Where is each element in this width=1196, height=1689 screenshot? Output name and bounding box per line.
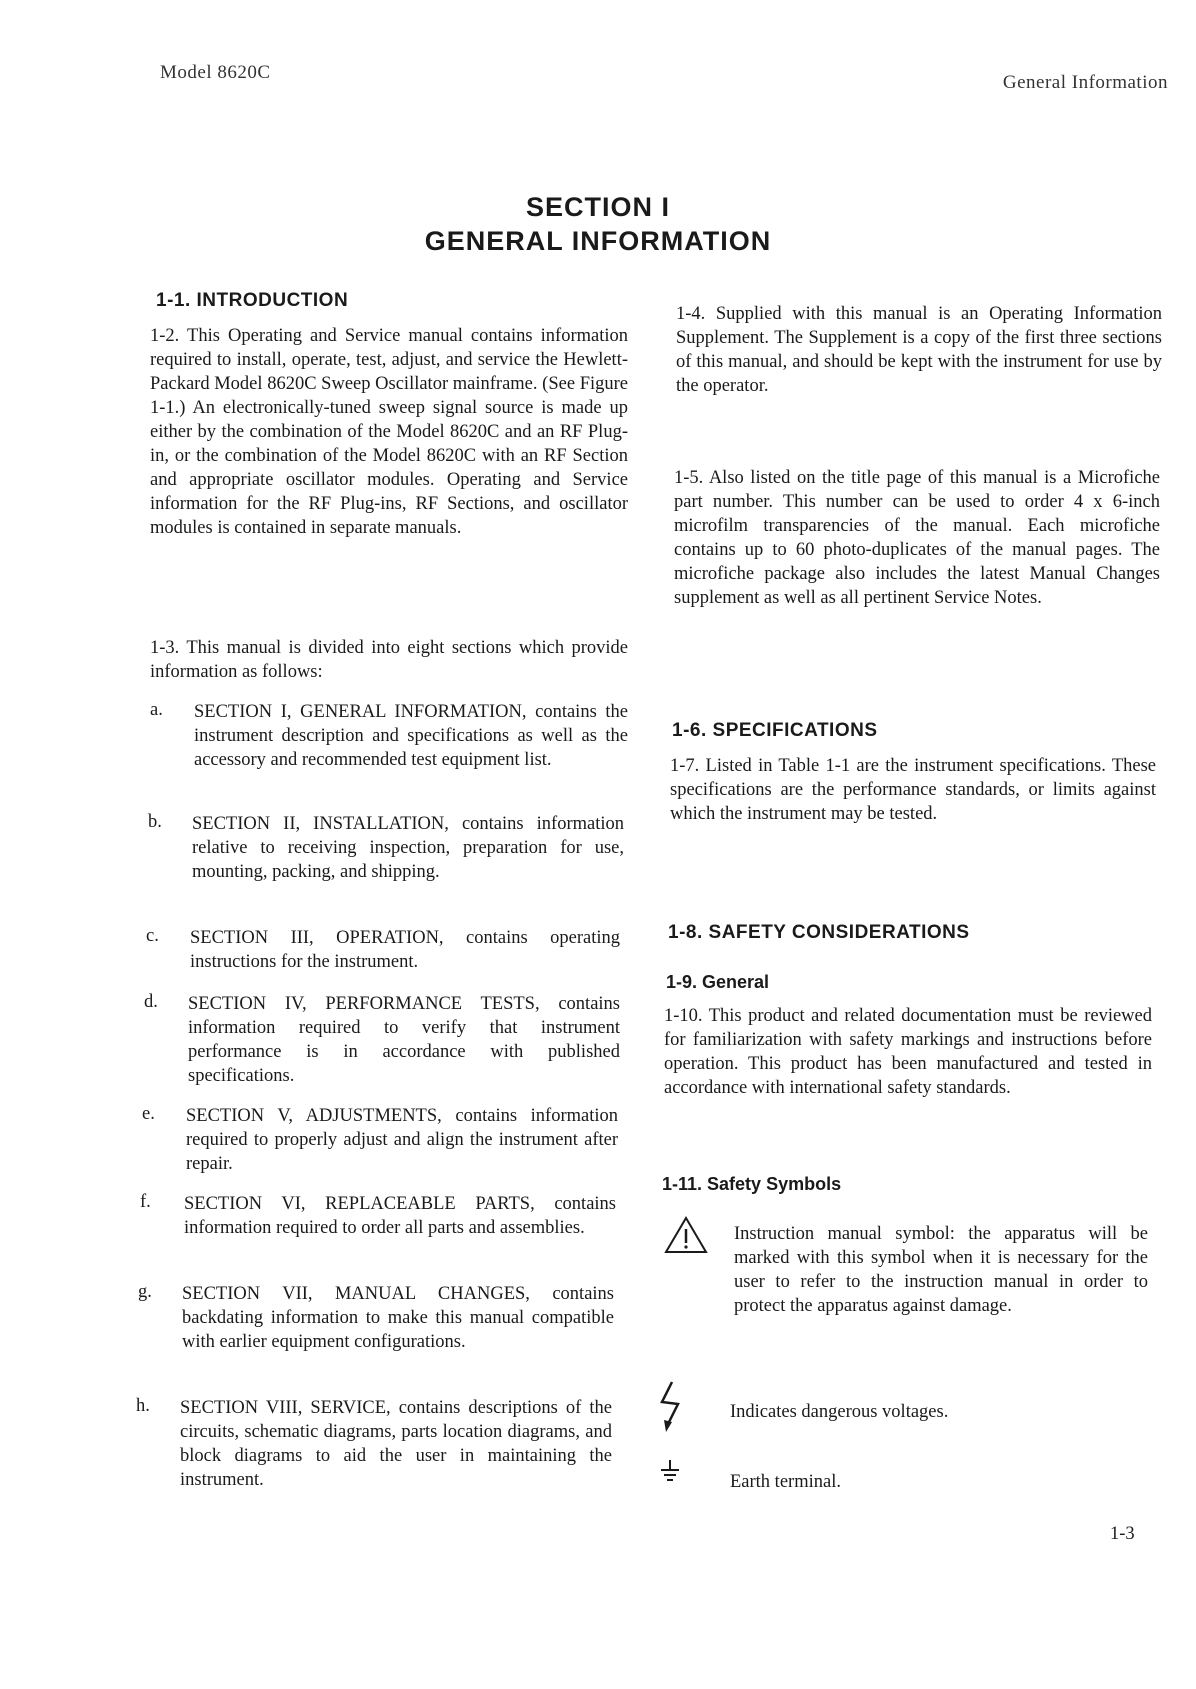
symbol-instruction-text: Instruction manual symbol: the apparatus will be marked with this symbol when it is necessary for the user to refer to the instruction manual in order to protect the apparatus against damage. bbox=[734, 1224, 1148, 1316]
list-letter: e. bbox=[142, 1104, 155, 1124]
intro-heading: 1-1. INTRODUCTION bbox=[156, 290, 349, 311]
warning-triangle-icon bbox=[664, 1216, 708, 1259]
list-letter: a. bbox=[150, 700, 163, 720]
paragraph-1-3: 1-3. This manual is divided into eight sections which provide information as follows: bbox=[150, 638, 628, 682]
section-title-line1: SECTION I bbox=[525, 192, 670, 222]
paragraph-1-10: 1-10. This product and related documentation must be reviewed for familiarization with safety markings and instructions before operation. This product has been manufactured and tested in accordance with international safety standards. bbox=[664, 1006, 1152, 1098]
list-letter: c. bbox=[146, 926, 159, 946]
list-letter: h. bbox=[136, 1396, 150, 1416]
page-number: 1-3 bbox=[1110, 1524, 1135, 1544]
list-text: SECTION III, OPERATION, contains operating instructions for the instrument. bbox=[190, 928, 620, 972]
paragraph-1-7: 1-7. Listed in Table 1-1 are the instrument specifications. These specifications are the performance standards, or limits against which the instrument may be tested. bbox=[670, 756, 1156, 824]
safety-symbols-heading: 1-11. Safety Symbols bbox=[662, 1174, 842, 1194]
list-text: SECTION II, INSTALLATION, contains information relative to receiving inspection, preparation for use, mounting, packing, and shipping. bbox=[192, 814, 624, 882]
paragraph-1-2: 1-2. This Operating and Service manual contains information required to install, operate, test, adjust, and service the Hewlett-Packard Model 8620C Sweep Oscillator mainframe. (See Figure 1-1.) An electronically-tuned sweep signal source is made up either by the combination of the Model 8620C and an RF Plug-in, or the combination of the Model 8620C with an RF Section and appropriate oscillator modules. Operating and Service information for the RF Plug-ins, RF Sections, and oscillator modules is contained in separate manuals. bbox=[150, 326, 628, 538]
list-text: SECTION VIII, SERVICE, contains descriptions of the circuits, schematic diagrams, parts location diagrams, and block diagrams to aid the user in maintaining the instrument. bbox=[180, 1398, 612, 1490]
safety-heading: 1-8. SAFETY CONSIDERATIONS bbox=[668, 922, 970, 943]
symbol-earth-text: Earth terminal. bbox=[730, 1472, 841, 1492]
earth-ground-icon bbox=[658, 1458, 682, 1489]
specifications-heading: 1-6. SPECIFICATIONS bbox=[672, 720, 878, 741]
paragraph-1-5: 1-5. Also listed on the title page of this manual is a Microfiche part number. This number can be used to order 4 x 6-inch microfilm transparencies of the manual. Each microfiche contains up to 60 photo-duplicates of the manual pages. The microfiche package also includes the latest Manual Changes supplement as well as all pertinent Service Notes. bbox=[674, 468, 1160, 608]
list-text: SECTION V, ADJUSTMENTS, contains information required to properly adjust and align the instrument after repair. bbox=[186, 1106, 618, 1174]
list-letter: b. bbox=[148, 812, 162, 832]
header-section-name: General Information bbox=[1002, 72, 1168, 93]
list-letter: d. bbox=[144, 992, 158, 1012]
general-heading: 1-9. General bbox=[666, 972, 770, 992]
lightning-bolt-icon bbox=[658, 1380, 684, 1439]
list-text: SECTION I, GENERAL INFORMATION, contains the instrument description and specifications as well as the accessory and recommended test equipment list. bbox=[194, 702, 628, 770]
list-text: SECTION IV, PERFORMANCE TESTS, contains information required to verify that instrument performance is in accordance with published specifications. bbox=[188, 994, 620, 1086]
section-title-line2: GENERAL INFORMATION bbox=[424, 226, 772, 256]
symbol-voltage-text: Indicates dangerous voltages. bbox=[730, 1402, 949, 1422]
list-text: SECTION VII, MANUAL CHANGES, contains backdating information to make this manual compatible with earlier equipment configurations. bbox=[182, 1284, 614, 1352]
paragraph-1-4: 1-4. Supplied with this manual is an Operating Information Supplement. The Supplement is a copy of the first three sections of this manual, and should be kept with the instrument for use by the operator. bbox=[676, 304, 1162, 396]
header-model: Model 8620C bbox=[160, 62, 271, 83]
list-letter: f. bbox=[140, 1192, 151, 1212]
list-letter: g. bbox=[138, 1282, 152, 1302]
list-text: SECTION VI, REPLACEABLE PARTS, contains information required to order all parts and assemblies. bbox=[184, 1194, 616, 1238]
